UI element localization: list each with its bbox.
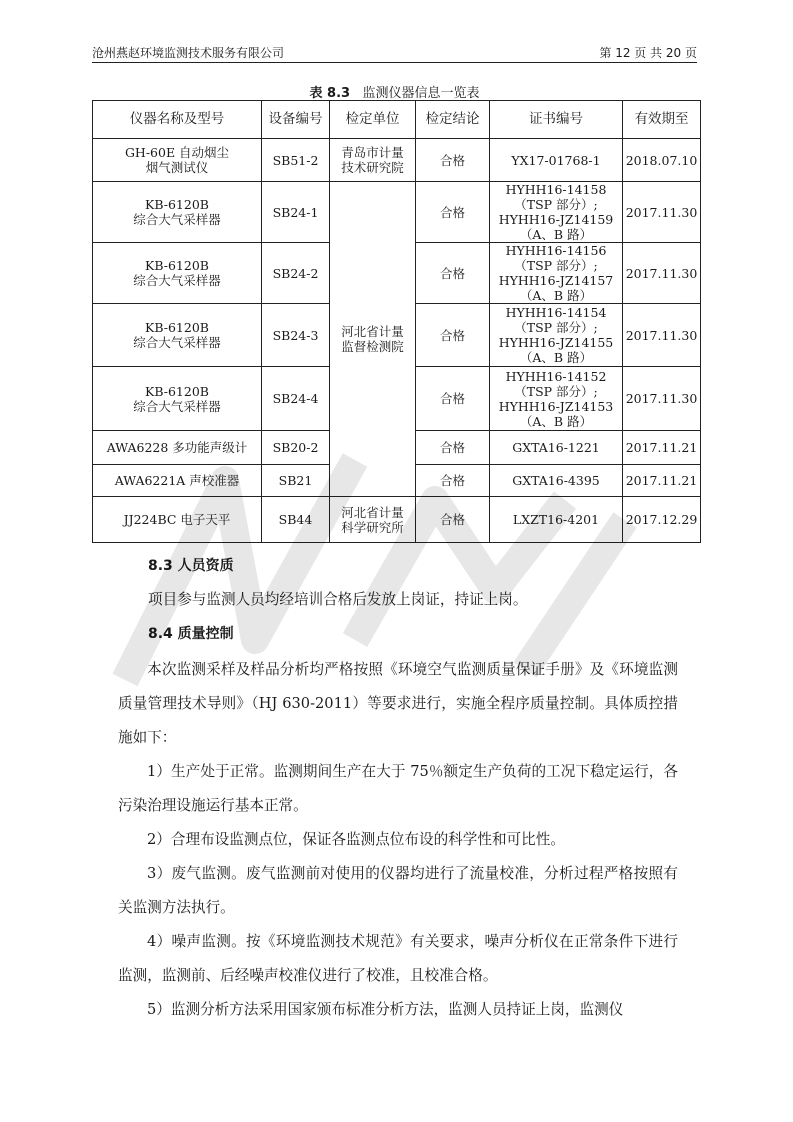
section-8-4-intro-text: 本次监测采样及样品分析均严格按照《环境空气监测质量保证手册》及《环境监测质量管理技术导则》（HJ 630-2011）等要求进行，实施全程序质量控制。具体质控措施如下：: [118, 661, 678, 746]
section-8-3-text: 项目参与监测人员均经培训合格后发放上岗证，持证上岗。: [148, 591, 528, 608]
qc-item: [118, 925, 678, 993]
instrument-name: KB-6120B 综合大气采样器: [133, 383, 221, 414]
certificate-number: GXTA16-1221: [490, 431, 623, 465]
table-row: [93, 182, 701, 243]
table-caption: [92, 82, 697, 101]
instrument-name: JJ224BC 电子天平: [93, 497, 262, 543]
qc-item: [118, 857, 678, 925]
table-row: [93, 497, 701, 543]
table-row: [93, 139, 701, 182]
certificate-number: HYHH16-14154 （TSP 部分）; HYHH16-JZ14155 （A、B 路）: [498, 305, 614, 365]
table-caption-number: 表 8.3: [309, 86, 351, 101]
certificate-number: YX17-01768-1: [511, 152, 601, 168]
qc-item: [118, 823, 678, 857]
device-code: SB20-2: [262, 431, 330, 465]
section-8-3-title: 8.3 人员资质: [148, 558, 234, 574]
device-code: SB24-3: [262, 304, 330, 367]
device-code: SB51-2: [262, 139, 330, 182]
instrument-name: GH-60E 自动烟尘 烟气测试仪: [124, 145, 230, 175]
calibration-result: 合格: [416, 139, 490, 182]
instrument-name: KB-6120B 综合大气采样器: [133, 258, 221, 288]
calibration-result: 合格: [416, 367, 490, 431]
certificate-number: GXTA16-4395: [490, 465, 623, 497]
qc-item-text: 2）合理布设监测点位，保证各监测点位布设的科学性和可比性。: [147, 831, 565, 848]
header-divider: [92, 62, 697, 63]
qc-item-text: 3）废气监测。废气监测前对使用的仪器均进行了流量校准，分析过程严格按照有关监测方法执行。: [118, 865, 678, 916]
expiry-date: 2017.12.29: [623, 497, 701, 543]
device-code: SB44: [262, 497, 330, 543]
calibration-result: 合格: [416, 304, 490, 367]
expiry-date: 2018.07.10: [623, 139, 701, 182]
instrument-table: [92, 100, 701, 543]
qc-item-text: 1）生产处于正常。监测期间生产在大于 75％额定生产负荷的工况下稳定运行，各污染治理设施运行基本正常。: [118, 763, 678, 814]
instrument-name: KB-6120B 综合大气采样器: [133, 320, 221, 350]
calibration-result: 合格: [416, 182, 490, 243]
expiry-date: 2017.11.30: [623, 367, 701, 431]
calibration-result: 合格: [416, 431, 490, 465]
column-header: 仪器名称及型号: [93, 101, 262, 139]
table-caption-title: 监测仪器信息一览表: [362, 86, 480, 101]
page-number: 第 12 页 共 20 页: [599, 46, 697, 60]
column-header: 有效期至: [623, 101, 701, 139]
device-code: SB21: [262, 465, 330, 497]
calibration-result: 合格: [416, 465, 490, 497]
column-header: 设备编号: [262, 101, 330, 139]
expiry-date: 2017.11.21: [623, 465, 701, 497]
instrument-name: AWA6221A 声校准器: [93, 465, 262, 497]
company-name: 沧州燕赵环境监测技术服务有限公司: [92, 46, 285, 60]
qc-item-text: 4）噪声监测。按《环境监测技术规范》有关要求，噪声分析仪在正常条件下进行监测，监测前、后经噪声校准仪进行了校准，且校准合格。: [118, 933, 678, 984]
page-header: [92, 44, 697, 60]
section-8-4-title: 8.4 质量控制: [148, 626, 234, 642]
section-8-4-intro: [118, 653, 678, 755]
qc-item: [118, 755, 678, 823]
qc-item-text: 5）监测分析方法采用国家颁布标准分析方法，监测人员持证上岗，监测仪: [147, 1001, 624, 1018]
device-code: SB24-2: [262, 243, 330, 304]
qc-item: [118, 993, 678, 1027]
expiry-date: 2017.11.30: [623, 243, 701, 304]
device-code: SB24-1: [262, 182, 330, 243]
column-header: 证书编号: [490, 101, 623, 139]
calibration-result: 合格: [416, 243, 490, 304]
expiry-date: 2017.11.30: [623, 304, 701, 367]
certificate-number: LXZT16-4201: [490, 497, 623, 543]
certificate-number: HYHH16-14152 （TSP 部分）; HYHH16-JZ14153 （A、B 路）: [498, 368, 614, 429]
calibration-unit: 河北省计量 科学研究所: [341, 504, 404, 535]
column-header: 检定结论: [416, 101, 490, 139]
calibration-unit: 青岛市计量 技术研究院: [341, 145, 404, 175]
calibration-result: 合格: [416, 497, 490, 543]
column-header: 检定单位: [330, 101, 416, 139]
instrument-name: AWA6228 多功能声级计: [93, 431, 262, 465]
expiry-date: 2017.11.21: [623, 431, 701, 465]
calibration-unit: 河北省计量 监督检测院: [341, 324, 404, 354]
instrument-name: KB-6120B 综合大气采样器: [133, 197, 221, 227]
device-code: SB24-4: [262, 367, 330, 431]
table-header-row: [93, 101, 701, 139]
expiry-date: 2017.11.30: [623, 182, 701, 243]
certificate-number: HYHH16-14156 （TSP 部分）; HYHH16-JZ14157 （A、B 路）: [498, 243, 614, 303]
certificate-number: HYHH16-14158 （TSP 部分）; HYHH16-JZ14159 （A、B 路）: [498, 182, 614, 242]
